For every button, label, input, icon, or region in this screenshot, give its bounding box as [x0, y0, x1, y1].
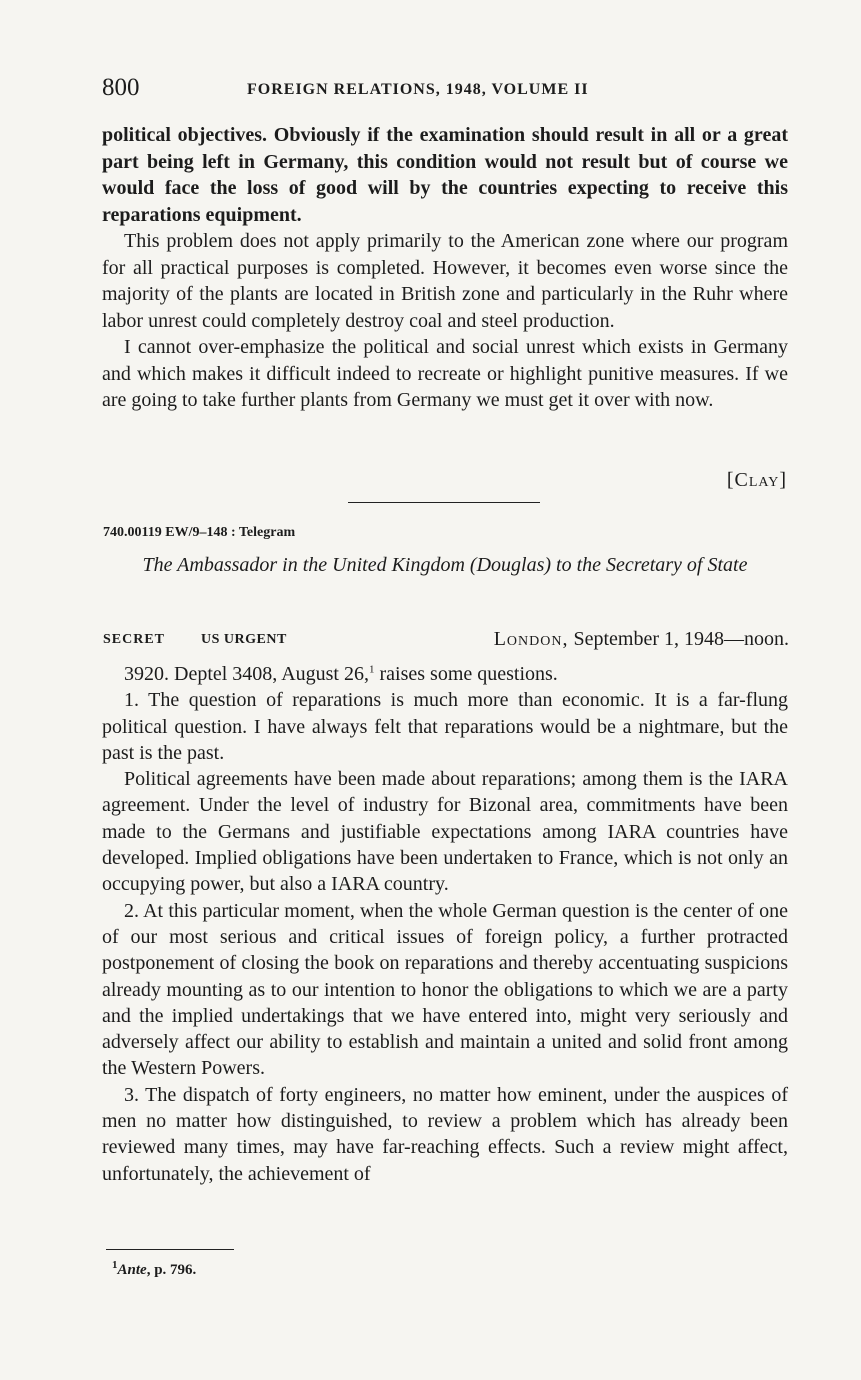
footnote-rule — [106, 1249, 234, 1250]
footnote-reference: , p. 796. — [146, 1262, 197, 1278]
telegram-paragraph: 2. At this particular moment, when the whole German question is the center of one of our most serious and critical issues of foreign policy, a further protracted postponement of closing the book on reparations and thereby accentuating suspicions already mounting as to our intention to honor the obligations to which we are a party and the implied undertakings that we have entered into, might very seriously and adversely affect our ability to establish and maintain a united and solid front among the Western Powers. — [102, 899, 788, 1080]
zone-paragraph: This problem does not apply primarily to the American zone where our program for all practical purposes is completed. However, it becomes even worse since the majority of the plants are located in British zone and particularly in the Ruhr where labor unrest could completely destroy coal and steel production. — [102, 230, 788, 332]
footnote-marker: 1 — [369, 663, 375, 676]
telegram-paragraph: 3. The dispatch of forty engineers, no matter how eminent, under the auspices of men no matter how distinguished, to review a problem which has already been reviewed many times, may have far-reaching effects. Such a review might affect, unfortunately, the achievement of — [102, 1083, 788, 1185]
deptel-tail: raises some questions. — [374, 663, 558, 685]
classification-label: SECRET — [103, 632, 166, 647]
continuation-paragraph: political objectives. Obviously if the examination should result in all or a great part being left in Germany, this condition would not result but of course we would face the loss of good will by the countries expecting to receive this reparations equipment. — [102, 124, 788, 226]
page-number: 800 — [102, 74, 140, 101]
document-title: The Ambassador in the United Kingdom (Douglas) to the Secretary of State — [142, 554, 748, 576]
telegram-paragraph — [102, 661, 788, 687]
place-date — [494, 628, 789, 651]
continuation-text — [102, 122, 788, 414]
running-head: FOREIGN RELATIONS, 1948, VOLUME II — [247, 81, 589, 98]
deptel-reference: 3920. Deptel 3408, August 26, — [124, 663, 369, 685]
telegram-paragraph: Political agreements have been made about reparations; among them is the IARA agreement. Under the level of industry for Bizonal area, commitments have been made to the Germans and justifiable expectations among IARA countries have developed. Implied obligations have been undertaken to France, which is not only an occupying power, but also a IARA country. — [102, 768, 788, 896]
priority-label: US URGENT — [201, 632, 287, 647]
place: London, — [493, 628, 569, 650]
signature: [Clay] — [726, 469, 787, 491]
date: September 1, 1948—noon. — [573, 628, 789, 650]
section-divider — [348, 502, 540, 503]
page-header — [102, 74, 792, 108]
footnote-number: 1 — [112, 1259, 118, 1271]
dateline — [103, 628, 789, 656]
file-number: 740.00119 EW/9–148 : Telegram — [103, 525, 296, 540]
telegram-body — [102, 661, 788, 1187]
footnote — [112, 1259, 197, 1279]
telegram-paragraph: 1. The question of reparations is much more than economic. It is a far-flung political question. I have always felt that reparations would be a nightmare, but the past is the past. — [102, 689, 788, 764]
unrest-paragraph: I cannot over-emphasize the political and social unrest which exists in Germany and which makes it difficult indeed to recreate or highlight punitive measures. If we are going to take further plants from Germany we must get it over with now. — [102, 336, 788, 411]
footnote-ante: Ante — [117, 1262, 147, 1278]
